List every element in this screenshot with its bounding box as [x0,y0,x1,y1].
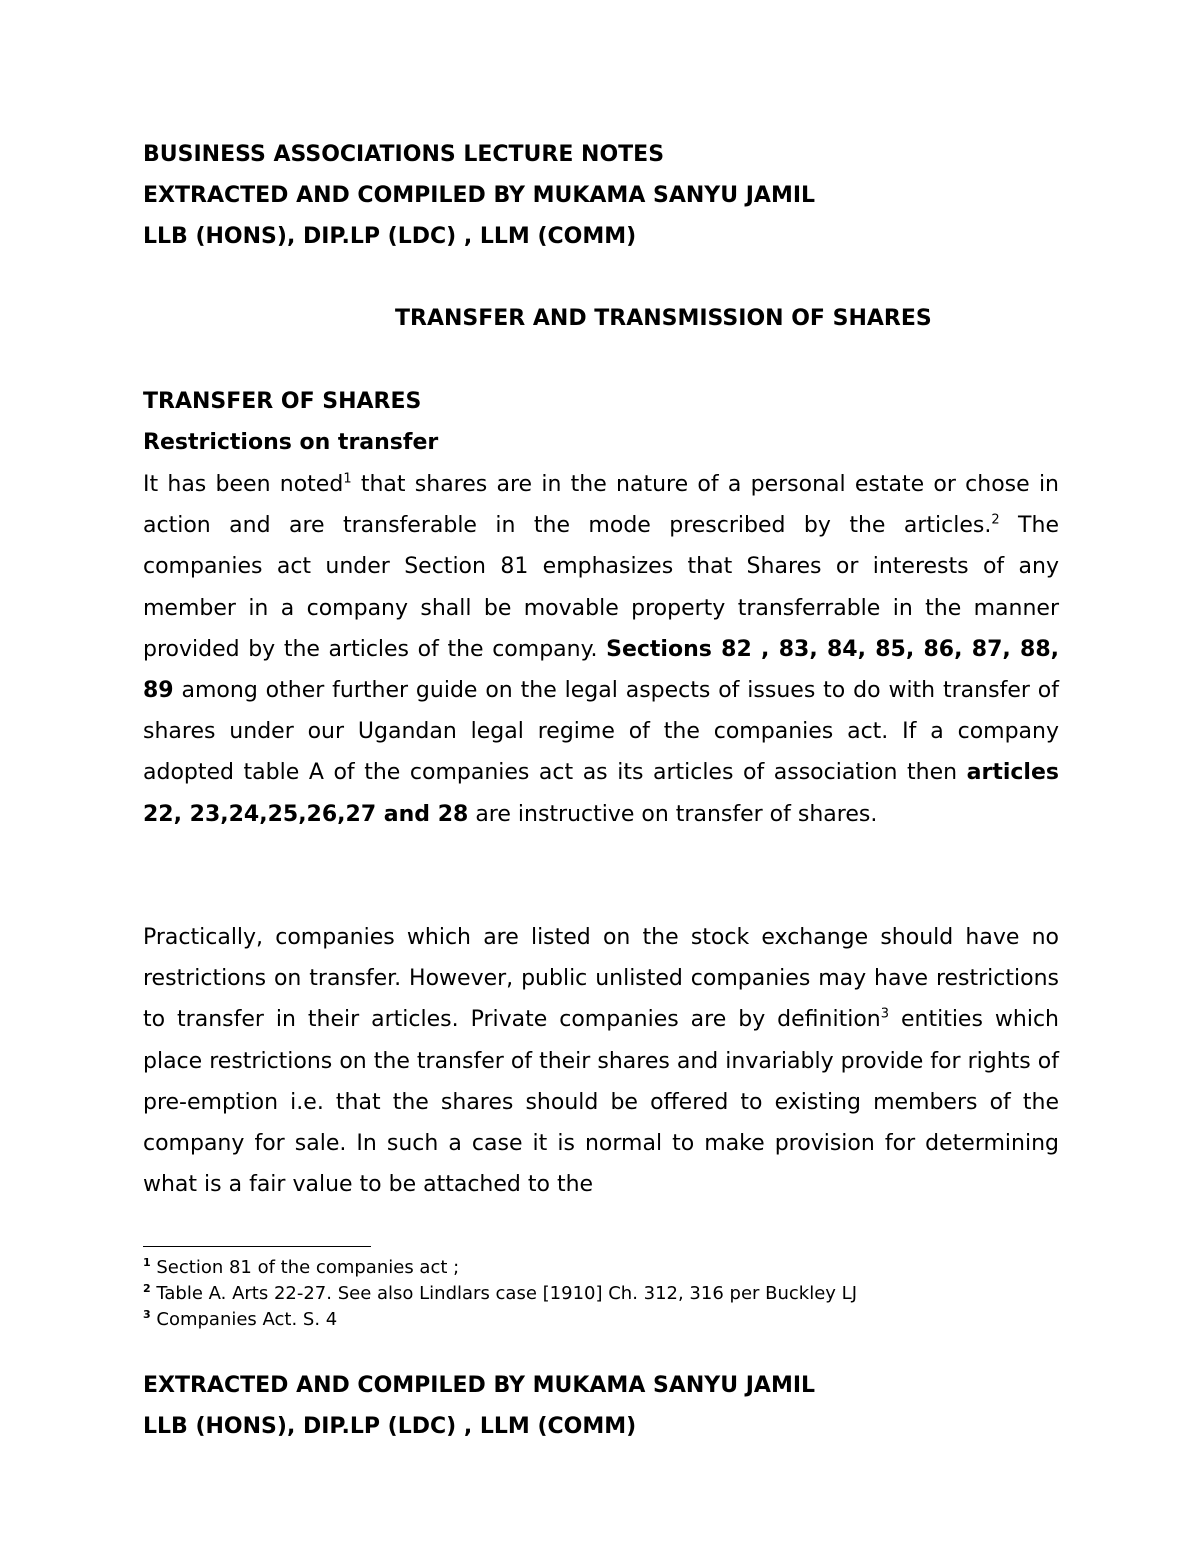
footnote-1 [143,1255,459,1281]
footnote-2 [143,1281,857,1307]
footer-line-qualifications: LLB (HONS), DIP.LP (LDC) , LLM (COMM) [143,1414,637,1439]
paragraph-text: It has been noted [143,472,344,497]
paragraph-text: entities which place restrictions on the transfer of their shares and invariably provide for rights of pre-emption i.e. that the shares should be offered to existing members of the company for sale. In such a case it is normal to make provision for determining what is a fair value to be attached to the [143,1007,1059,1198]
footnote-number: 3 [143,1308,151,1321]
paragraph-text: that shares are in the nature of a personal estate or chose in action and are transferable in the mode prescribed by the articles. [143,472,1059,539]
footnote-ref-1: 1 [343,471,352,487]
paragraph-text: Practically, companies which are listed on the stock exchange should have no restrictions on transfer. However, public unlisted companies may have restrictions to transfer in their articles. Private companies are by definition [143,925,1059,1033]
header-line-qualifications: LLB (HONS), DIP.LP (LDC) , LLM (COMM) [143,224,637,249]
footer-line-author: EXTRACTED AND COMPILED BY MUKAMA SANYU JAMIL [143,1373,816,1398]
footnote-number: 1 [143,1256,151,1269]
paragraph-text: are instructive on transfer of shares. [468,801,878,827]
header-line-title: BUSINESS ASSOCIATIONS LECTURE NOTES [143,142,665,167]
bold-sections-reference: Sections 82 , 83, 84, 85, 86, 87, 88, 89 [143,636,1060,704]
paragraph-text: The companies act under Section 81 emphasizes that Shares or interests of any member in a company shall be movable property transferrable in the manner provided by the articles of the company. [143,513,1059,662]
footnote-text: Companies Act. S. 4 [150,1309,338,1330]
subsection-heading: Restrictions on transfer [143,430,439,455]
bold-articles-reference: articles 22, 23,24,25,26,27 and 28 [143,760,1059,827]
paragraph-restrictions [143,464,1059,835]
footnote-ref-2: 2 [991,512,1000,528]
footnote-number: 2 [143,1282,151,1295]
footnote-text: Section 81 of the companies act ; [150,1257,460,1278]
header-line-author: EXTRACTED AND COMPILED BY MUKAMA SANYU JAMIL [143,183,816,208]
footnote-text: Table A. Arts 22-27. See also Lindlars case [1910] Ch. 312, 316 per Buckley LJ [150,1283,857,1304]
section-heading: TRANSFER OF SHARES [143,389,422,414]
footnote-3 [143,1307,337,1333]
footnote-separator [143,1246,371,1247]
footnote-ref-3: 3 [880,1007,890,1023]
paragraph-practically [143,917,1059,1205]
document-title: TRANSFER AND TRANSMISSION OF SHARES [395,306,932,331]
paragraph-text: among other further guide on the legal aspects of issues to do with transfer of shares under our Ugandan legal regime of the companies act. If a company adopted table A of the companies act as its articles of association then [143,678,1059,786]
